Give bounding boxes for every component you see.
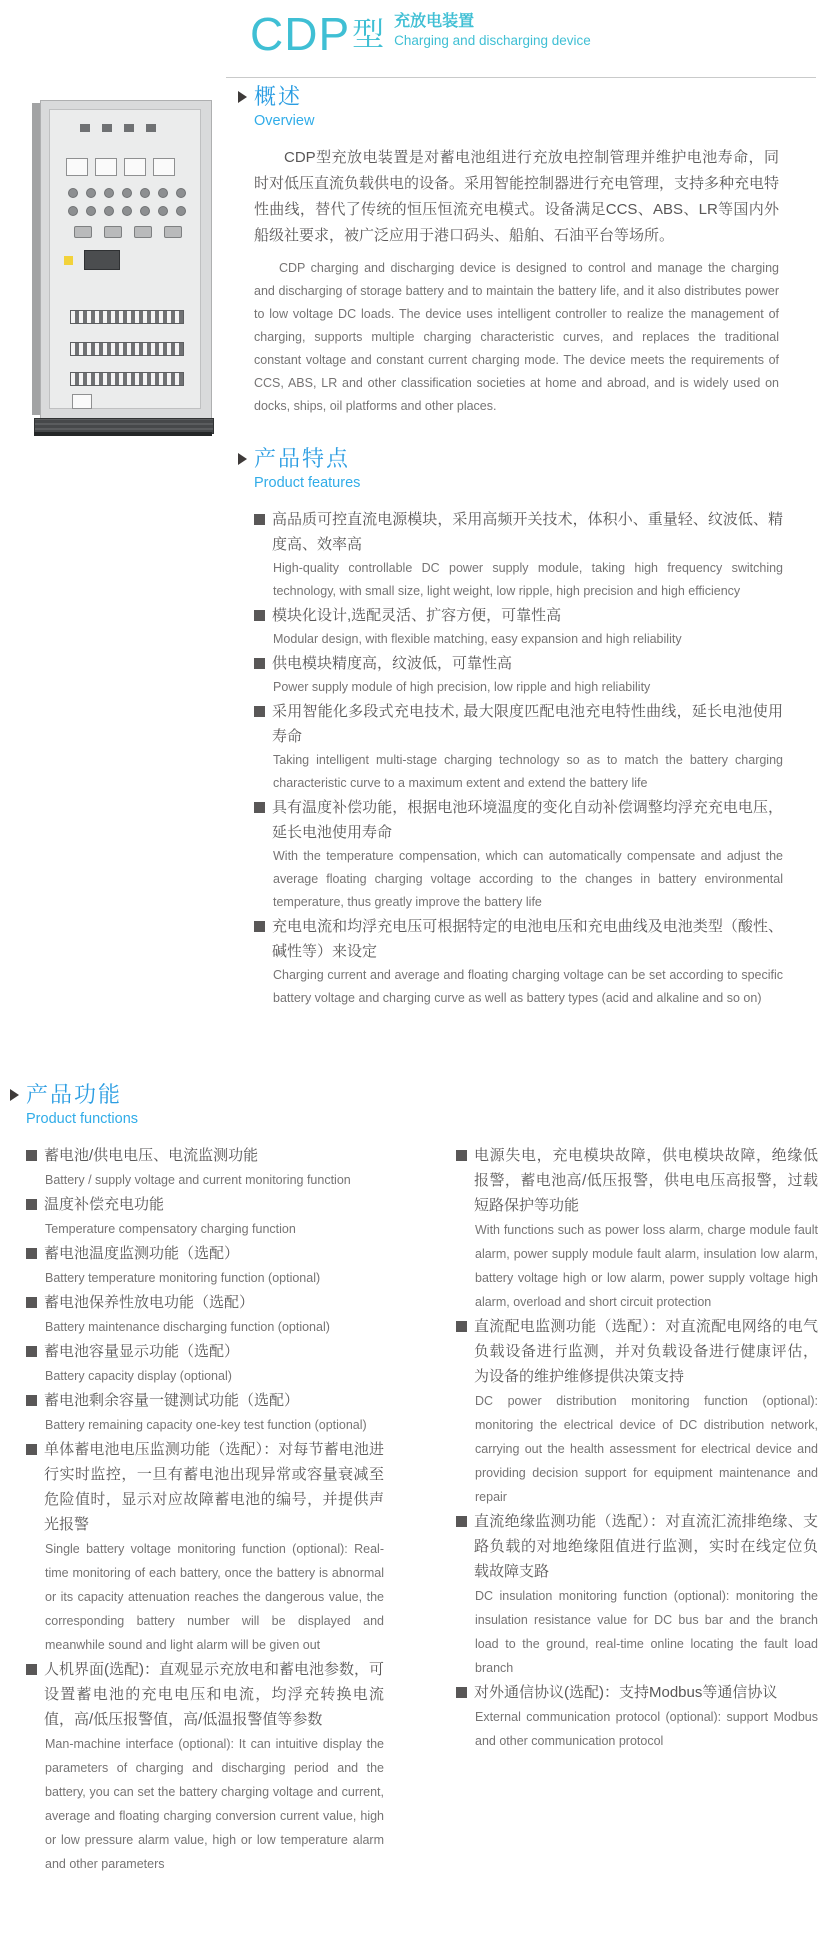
- switch-icon: [104, 226, 122, 238]
- cabinet-feet: [34, 432, 212, 436]
- feature-item: [254, 507, 783, 603]
- function-en: Man-machine interface (optional): It can intuitive display the parameters of charging and discharging period and the battery, you can set the battery charging voltage and current, average and floating charging conversion current value, high or low pressure alarm value, high or low temperature alarm and other parameters: [45, 1737, 384, 1871]
- functions-left-column: [26, 1143, 384, 1876]
- indicator-lamp-icon: [122, 188, 132, 198]
- feature-en: Charging current and average and floating charging voltage can be set according to specific battery voltage and charging curve as well as battery types (acid and alkaline and so on): [273, 968, 783, 1005]
- features-list: [238, 507, 783, 1010]
- cabinet-switch-row: [74, 226, 182, 238]
- function-item: [456, 1314, 818, 1509]
- overview-title-en: Overview: [254, 113, 315, 129]
- function-en: Battery remaining capacity one-key test function (optional): [45, 1418, 367, 1432]
- overview-title-cn: 概述: [254, 84, 303, 109]
- page-header: [250, 8, 591, 60]
- feature-item: [254, 699, 783, 795]
- indicator-lamp-icon: [140, 188, 150, 198]
- function-en: Battery / supply voltage and current monitoring function: [45, 1173, 351, 1187]
- function-cn: 蓄电池/供电电压、电流监测功能: [44, 1147, 259, 1164]
- feature-en: With the temperature compensation, which can automatically compensate and adjust the average floating charging voltage according to the changes in battery environmental temperature, thus greatly improve the battery life: [273, 849, 783, 909]
- feature-item: [254, 914, 783, 1010]
- bullet-square-icon: [254, 514, 265, 525]
- function-item: [26, 1241, 384, 1290]
- overview-section: [238, 84, 783, 418]
- bullet-square-icon: [26, 1150, 37, 1161]
- header-divider: [226, 77, 816, 78]
- function-en: DC insulation monitoring function (optional): monitoring the insulation resistance value for DC bus bar and the branch load to the ground, real-time online locating the fault load branch: [475, 1589, 818, 1675]
- functions-right-column: [456, 1143, 818, 1876]
- indicator-lamp-icon: [68, 206, 78, 216]
- overview-paragraph-cn: CDP型充放电装置是对蓄电池组进行充放电控制管理并维护电池寿命，同时对低压直流负载供电的设备。采用智能控制器进行充电管理，支持多种充电特性曲线，替代了传统的恒压恒流充电模式。设备满足CCS、ABS、LR等国内外船级社要求，被广泛应用于港口码头、船舶、石油平台等场所。: [254, 149, 780, 244]
- function-en: DC power distribution monitoring function (optional): monitoring the electrical device of DC distribution network, carrying out the health assessment for electrical device and providing decision support for equipment maintenance and repair: [475, 1394, 818, 1504]
- switch-icon: [134, 226, 152, 238]
- terminal-strip-icon: [70, 372, 184, 386]
- functions-title-en: Product functions: [26, 1111, 139, 1127]
- function-cn: 电源失电，充电模块故障，供电模块故障，绝缘低报警，蓄电池高/低压报警，供电电压高报警，过载短路保护等功能: [474, 1147, 818, 1214]
- function-item: [26, 1339, 384, 1388]
- indicator-lamp-icon: [104, 188, 114, 198]
- overview-header: [238, 84, 783, 131]
- bullet-square-icon: [254, 921, 265, 932]
- bullet-square-icon: [26, 1346, 37, 1357]
- bullet-square-icon: [254, 610, 265, 621]
- switch-icon: [74, 226, 92, 238]
- function-cn: 蓄电池剩余容量一键测试功能（选配）: [44, 1392, 300, 1409]
- meter-icon: [95, 158, 117, 176]
- feature-item: [254, 651, 783, 699]
- indicator-lamp-icon: [122, 206, 132, 216]
- function-cn: 蓄电池容量显示功能（选配）: [44, 1343, 240, 1360]
- feature-en: Power supply module of high precision, low ripple and high reliability: [273, 680, 651, 694]
- function-item: [26, 1437, 384, 1657]
- cabinet-indicator-row: [68, 206, 186, 216]
- warning-label-icon: [64, 256, 73, 265]
- indicator-lamp-icon: [104, 206, 114, 216]
- cabinet-side-panel: [32, 103, 40, 415]
- function-en: Battery temperature monitoring function (optional): [45, 1271, 321, 1285]
- bullet-square-icon: [26, 1297, 37, 1308]
- feature-item: [254, 795, 783, 914]
- bullet-square-icon: [26, 1664, 37, 1675]
- feature-item: [254, 603, 783, 651]
- section-arrow-icon: [238, 91, 247, 103]
- function-item: [456, 1509, 818, 1680]
- functions-section: [10, 1082, 818, 1876]
- function-en: Battery capacity display (optional): [45, 1369, 232, 1383]
- indicator-lamp-icon: [86, 188, 96, 198]
- function-item: [26, 1192, 384, 1241]
- indicator-lamp-icon: [176, 188, 186, 198]
- overview-paragraph-en: CDP charging and discharging device is designed to control and manage the charging and discharging of storage battery and to maintain the battery life, and it also distributes power to low voltage DC loads. The device uses intelligent controller to realize the management of charging, supports multiple charging characteristic curves, and replaces the traditional constant voltage and constant current charging mode. The device meets the requirements of CCS, ABS, LR and other classification societies at home and abroad, and is widely used on docks, ships, oil platforms and other places.: [254, 261, 779, 413]
- indicator-lamp-icon: [158, 206, 168, 216]
- product-subtitle-cn: 充放电装置: [394, 13, 475, 30]
- function-item: [26, 1657, 384, 1876]
- function-en: Temperature compensatory charging function: [45, 1222, 296, 1236]
- features-section: [238, 446, 783, 1010]
- feature-en: Modular design, with flexible matching, easy expansion and high reliability: [273, 632, 682, 646]
- function-item: [456, 1680, 818, 1753]
- cabinet-meter-row: [66, 158, 175, 176]
- product-photo: [32, 100, 215, 436]
- function-cn: 人机界面(选配)：直观显示充放电和蓄电池参数，可设置蓄电池的充电电压和电流，均浮充转换电流值，高/低压报警值，高/低温报警值等参数: [44, 1661, 384, 1728]
- cabinet-indicator-row: [68, 188, 186, 198]
- function-item: [456, 1143, 818, 1314]
- terminal-strip-icon: [70, 342, 184, 356]
- function-cn: 对外通信协议(选配)：支持Modbus等通信协议: [474, 1684, 778, 1701]
- bullet-square-icon: [26, 1248, 37, 1259]
- switch-icon: [164, 226, 182, 238]
- feature-cn: 充电电流和均浮充电压可根据特定的电池电压和充电曲线及电池类型（酸性、碱性等）来设定: [272, 918, 783, 960]
- feature-cn: 高品质可控直流电源模块，采用高频开关技术，体积小、重量轻、纹波低、精度高、效率高: [272, 511, 783, 553]
- functions-title-cn: 产品功能: [26, 1082, 123, 1107]
- product-model: CDP: [250, 8, 351, 60]
- function-cn: 温度补偿充电功能: [44, 1196, 165, 1213]
- bullet-square-icon: [26, 1199, 37, 1210]
- function-cn: 直流绝缘监测功能（选配）：对直流汇流排绝缘、支路负载的对地绝缘阻值进行监测，实时在线定位负载故障支路: [474, 1513, 818, 1580]
- function-item: [26, 1388, 384, 1437]
- functions-header: [10, 1082, 818, 1129]
- feature-en: High-quality controllable DC power supply module, taking high frequency switching technology, with small size, light weight, low ripple, high precision and high efficiency: [273, 561, 783, 598]
- features-header: [238, 446, 783, 493]
- indicator-lamp-icon: [158, 188, 168, 198]
- bullet-square-icon: [254, 658, 265, 669]
- indicator-lamp-icon: [140, 206, 150, 216]
- bullet-square-icon: [456, 1687, 467, 1698]
- feature-cn: 采用智能化多段式充电技术, 最大限度匹配电池充电特性曲线，延长电池使用寿命: [272, 703, 783, 745]
- bullet-square-icon: [456, 1150, 467, 1161]
- function-cn: 直流配电监测功能（选配）：对直流配电网络的电气负载设备进行监测，并对负载设备进行健康评估，为设备的维护维修提供决策支持: [474, 1318, 818, 1385]
- bullet-square-icon: [456, 1321, 467, 1332]
- function-en: With functions such as power loss alarm, charge module fault alarm, power supply module fault alarm, insulation low alarm, battery voltage high or low alarm, power supply voltage high alarm, overload and short circuit protection: [475, 1223, 818, 1309]
- section-arrow-icon: [238, 453, 247, 465]
- section-arrow-icon: [10, 1089, 19, 1101]
- bullet-square-icon: [254, 802, 265, 813]
- cabinet-door: [49, 109, 201, 409]
- feature-cn: 具有温度补偿功能，根据电池环境温度的变化自动补偿调整均浮充充电电压，延长电池使用寿命: [272, 799, 783, 841]
- function-item: [26, 1143, 384, 1192]
- feature-cn: 模块化设计,选配灵活、扩容方便，可靠性高: [272, 607, 562, 624]
- features-title-cn: 产品特点: [254, 446, 351, 471]
- meter-icon: [153, 158, 175, 176]
- indicator-lamp-icon: [176, 206, 186, 216]
- function-cn: 蓄电池温度监测功能（选配）: [44, 1245, 240, 1262]
- feature-en: Taking intelligent multi-stage charging technology so as to match the battery charging characteristic curve to a maximum extent and extend the battery life: [273, 753, 783, 790]
- indicator-lamp-icon: [68, 188, 78, 198]
- meter-icon: [72, 394, 92, 409]
- meter-icon: [66, 158, 88, 176]
- bullet-square-icon: [254, 706, 265, 717]
- meter-icon: [124, 158, 146, 176]
- function-en: Battery maintenance discharging function (optional): [45, 1320, 330, 1334]
- feature-cn: 供电模块精度高，纹波低，可靠性高: [272, 655, 513, 672]
- cabinet-body: [40, 100, 212, 420]
- bullet-square-icon: [26, 1395, 37, 1406]
- function-cn: 单体蓄电池电压监测功能（选配）：对每节蓄电池进行实时监控，一旦有蓄电池出现异常或容量衰减至危险值时，显示对应故障蓄电池的编号，并提供声光报警: [44, 1441, 384, 1533]
- function-en: Single battery voltage monitoring function (optional): Real-time monitoring of each battery, once the battery is abnormal or its capacity attenuation reaches the dangerous value, the corresponding battery number will be displayed and meanwhile sound and light alarm will be given out: [45, 1542, 384, 1652]
- function-item: [26, 1290, 384, 1339]
- features-title-en: Product features: [254, 475, 361, 491]
- display-screen-icon: [84, 250, 120, 270]
- product-model-suffix: 型: [352, 16, 385, 52]
- bullet-square-icon: [456, 1516, 467, 1527]
- indicator-lamp-icon: [86, 206, 96, 216]
- function-en: External communication protocol (optional): support Modbus and other communication protocol: [475, 1710, 818, 1748]
- bullet-square-icon: [26, 1444, 37, 1455]
- function-cn: 蓄电池保养性放电功能（选配）: [44, 1294, 255, 1311]
- terminal-strip-icon: [70, 310, 184, 324]
- cabinet-vent-icon: [80, 124, 168, 132]
- product-subtitle-en: Charging and discharging device: [394, 33, 591, 48]
